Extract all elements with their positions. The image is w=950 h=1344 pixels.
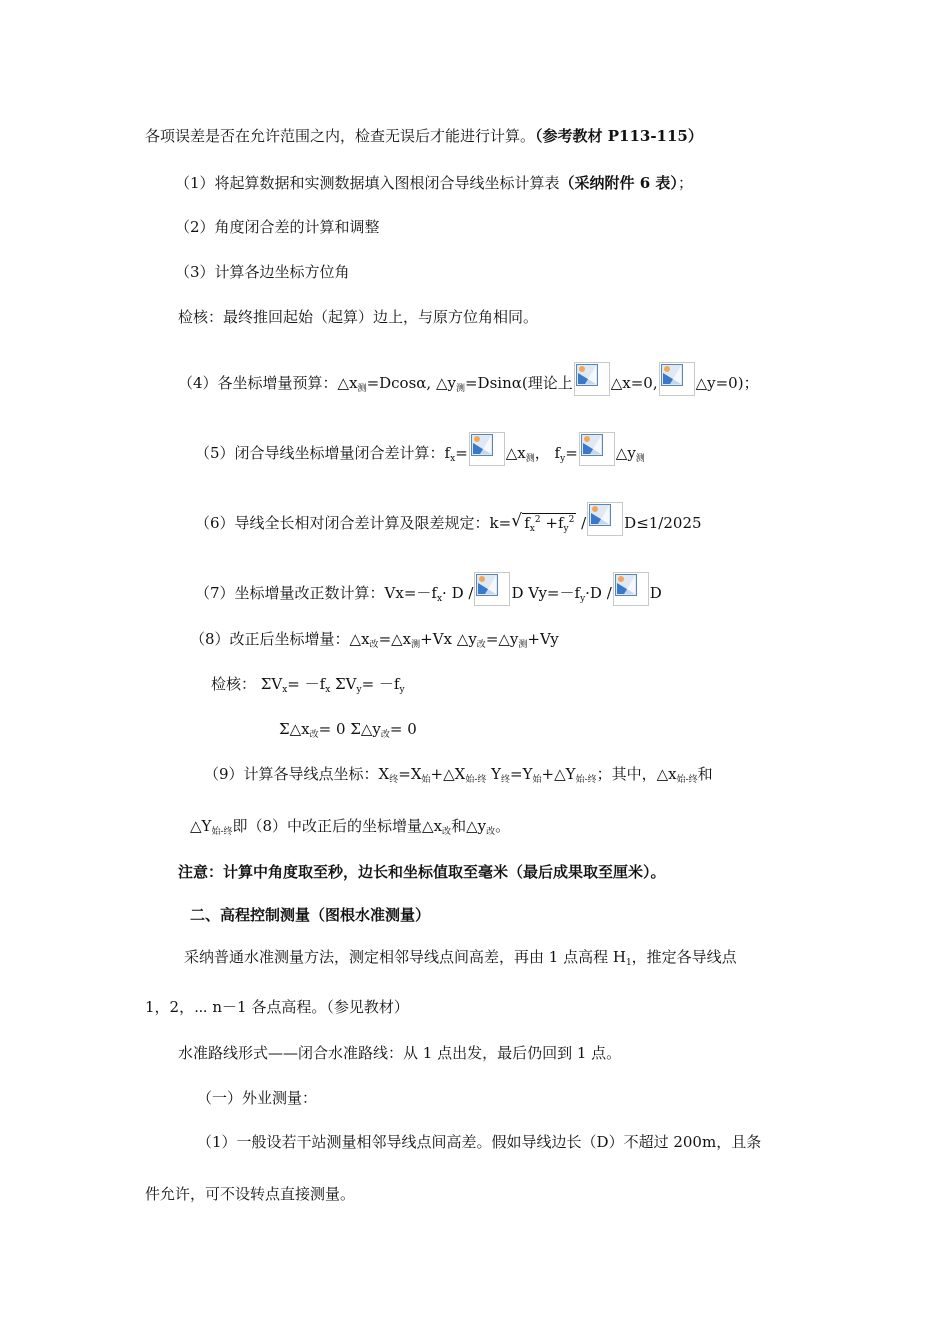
broken-image-icon [469, 432, 505, 466]
paragraph-line: 采纳普通水准测量方法，测定相邻导线点间高差，再由 1 点高程 $H_1$，推定各导线点 [184, 948, 737, 968]
section-heading: 二、高程控制测量（图根水准测量） [190, 906, 431, 924]
formula-line: （8）改正后坐标增量：$\triangle x_改=\triangle x_测+Vx$ $\triangle y_改=\triangle y_测+Vy$ [190, 630, 559, 650]
formula-line: （4）各坐标增量预算：$\triangle x_测=Dcos\alpha$, $\triangle y_测=Dsin\alpha$(理论上 △x=0, △y=0)； [178, 362, 759, 396]
formula-line: $\Sigma\triangle x_改= 0$ $\Sigma\triangle y_改= 0$ [279, 720, 417, 740]
broken-image-icon [659, 362, 695, 396]
paragraph-line: （1）一般设若干站测量相邻导线点间高差。假如导线边长（D）不超过 200m，且条 [197, 1133, 762, 1151]
formula-line: $\triangle Y_{始-终}$即（8）中改正后的坐标增量$\triangle x_改$和$\triangle y_改$。 [190, 817, 511, 837]
formula-line: （7）坐标增量改正数计算：$Vx=-f_x\cdot D$ / D $Vy=-f_y\cdot D$ / D [195, 572, 662, 606]
formula-line: （9）计算各导线点坐标：$X_终=X_始+\triangle X_{始-终}$ $Y_终=Y_始+\triangle Y_{始-终}$；其中，$\triangle x_{始-终}$和 [204, 765, 713, 785]
paragraph-line: 件允许，可不设转点直接测量。 [145, 1185, 356, 1203]
formula-line: （6）导线全长相对闭合差计算及限差规定：k= √ $f_x^2 +f_y^2$ / D≤1/2025 [195, 502, 702, 536]
broken-image-icon [574, 362, 610, 396]
broken-image-icon [587, 502, 623, 536]
paragraph-line: 1，2，⋯ n－1 各点高程。（参见教材） [145, 998, 409, 1016]
broken-image-icon [474, 572, 510, 606]
paragraph-line: （3）计算各边坐标方位角 [175, 263, 350, 281]
broken-image-icon [613, 572, 649, 606]
note-line: 注意：计算中角度取至秒，边长和坐标值取至毫米（最后成果取至厘米）。 [178, 863, 666, 881]
paragraph-line: 水准路线形式——闭合水准路线：从 1 点出发，最后仍回到 1 点。 [178, 1044, 622, 1062]
paragraph-line: （一）外业测量： [197, 1089, 318, 1107]
paragraph-line: （1）将起算数据和实测数据填入图根闭合导线坐标计算表（采纳附件 6 表）； [175, 174, 693, 192]
formula-line: （5）闭合导线坐标增量闭合差计算：$f_x=$ $\triangle x_测$， $f_y=$ $\triangle y_测$ [195, 432, 645, 466]
paragraph-line: （2）角度闭合差的计算和调整 [175, 218, 380, 236]
paragraph-line: 各项误差是否在允许范围之内，检查无误后才能进行计算。（参考教材 P113-115） [145, 127, 703, 145]
formula-line: 检核： $\Sigma V_x= -f_x$ $\Sigma V_y= -f_y$ [211, 675, 405, 695]
paragraph-line: 检核：最终推回起始（起算）边上，与原方位角相同。 [178, 308, 539, 326]
broken-image-icon [579, 432, 615, 466]
square-root: √ $f_x^2 +f_y^2$ [511, 511, 575, 534]
